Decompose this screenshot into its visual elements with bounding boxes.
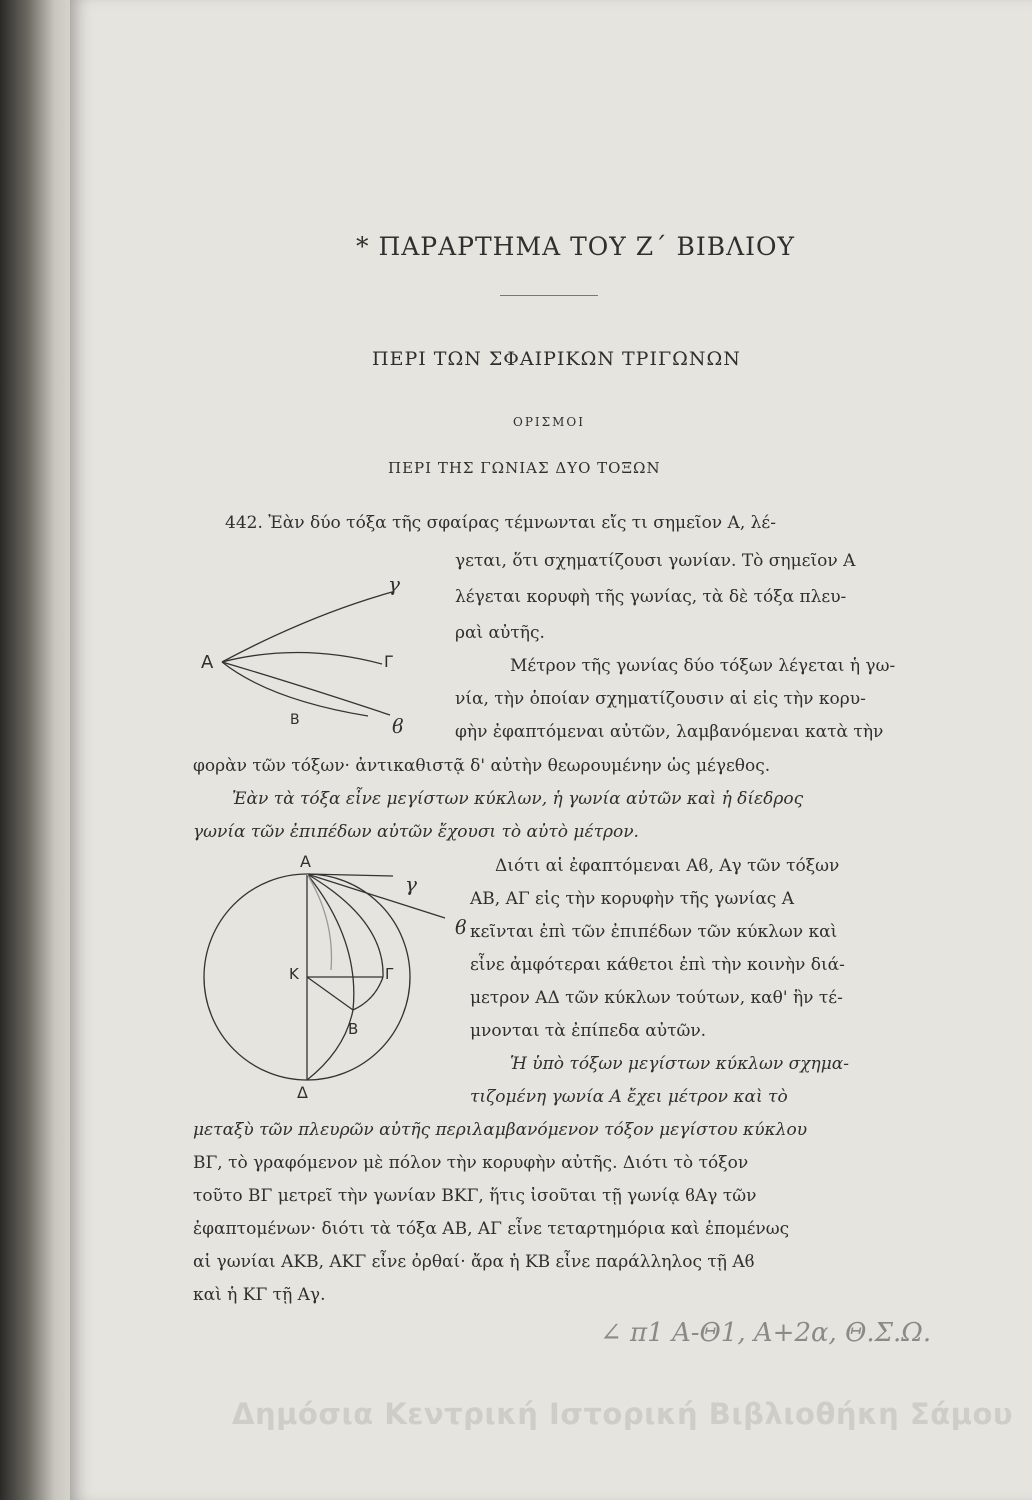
text-line: φὴν ἐφαπτόμεναι αὐτῶν, λαμβανόμεναι κατὰ τὴν bbox=[455, 722, 884, 742]
sphere-label-beta: ϐ bbox=[455, 915, 467, 939]
sphere-label-B: B bbox=[348, 1020, 359, 1038]
figure-angle-of-arcs bbox=[200, 580, 400, 740]
text-line: Μέτρον τῆς γωνίας δύο τόξων λέγεται ἡ γω- bbox=[510, 656, 896, 676]
text-line: τιζομένη γωνία Α ἔχει μέτρον καὶ τὸ bbox=[470, 1087, 788, 1107]
text-line: νία, τὴν ὁποίαν σχηματίζουσιν αἱ εἰς τὴν κορυ- bbox=[455, 689, 866, 709]
library-watermark: Δημόσια Κεντρική Ιστορική Βιβλιοθήκη Σάμου bbox=[232, 1397, 1013, 1431]
section-heading: ΟΡΙΣΜΟΙ bbox=[513, 415, 586, 429]
page-title: * ΠΑΡΑΡΤΗΜΑ ΤΟΥ Ζ΄ ΒΙΒΛΙΟΥ bbox=[356, 232, 796, 261]
text-line: κεῖνται ἐπὶ τῶν ἐπιπέδων τῶν κύκλων καὶ bbox=[470, 922, 838, 942]
text-line: γωνία τῶν ἐπιπέδων αὐτῶν ἔχουσι τὸ αὐτὸ μέτρον. bbox=[193, 822, 639, 842]
text-line: λέγεται κορυφὴ τῆς γωνίας, τὰ δὲ τόξα πλευ- bbox=[455, 587, 847, 607]
text-line: γεται, ὅτι σχηματίζουσι γωνίαν. Τὸ σημεῖον Α bbox=[455, 551, 856, 571]
sphere-label-Gamma: Γ bbox=[385, 965, 394, 983]
label-beta: ϐ bbox=[392, 714, 404, 738]
label-gamma: γ bbox=[388, 572, 400, 596]
text-line: μεταξὺ τῶν πλευρῶν αὐτῆς περιλαμβανόμενον τόξον μεγίστου κύκλου bbox=[193, 1120, 808, 1140]
text-line: ΒΓ, τὸ γραφόμενον μὲ πόλον τὴν κορυφὴν αὐτῆς. Διότι τὸ τόξον bbox=[193, 1153, 749, 1173]
book-spine bbox=[0, 0, 78, 1500]
subsection-heading: ΠΕΡΙ ΤΗΣ ΓΩΝΙΑΣ ΔΥΟ ΤΟΞΩΝ bbox=[388, 459, 661, 477]
text-line: Ἐὰν τὰ τόξα εἶνε μεγίστων κύκλων, ἡ γωνία αὐτῶν καὶ ἡ δίεδρος bbox=[232, 789, 804, 809]
book-page bbox=[70, 0, 1032, 1500]
chapter-subtitle: ΠΕΡΙ ΤΩΝ ΣΦΑΙΡΙΚΩΝ ΤΡΙΓΩΝΩΝ bbox=[372, 348, 741, 370]
text-line: καὶ ἡ ΚΓ τῇ Αγ. bbox=[193, 1285, 326, 1305]
sphere-label-Delta: Δ bbox=[297, 1083, 308, 1102]
sphere-label-gamma: γ bbox=[405, 872, 417, 896]
text-line: αἱ γωνίαι ΑΚΒ, ΑΚΓ εἶνε ὀρθαί· ἄρα ἡ ΚΒ εἶνε παράλληλος τῇ Αϐ bbox=[193, 1252, 755, 1272]
title-divider bbox=[500, 295, 598, 296]
text-line: ἐφαπτομένων· διότι τὰ τόξα ΑΒ, ΑΓ εἶνε τεταρτημόρια καὶ ἑπομένως bbox=[193, 1219, 790, 1239]
text-line: ΑΒ, ΑΓ εἰς τὴν κορυφὴν τῆς γωνίας Α bbox=[470, 889, 795, 909]
text-line: Ἡ ὑπὸ τόξων μεγίστων κύκλων σχημα- bbox=[510, 1054, 849, 1074]
text-line: μνονται τὰ ἐπίπεδα αὐτῶν. bbox=[470, 1021, 707, 1041]
text-line: τοῦτο ΒΓ μετρεῖ τὴν γωνίαν ΒΚΓ, ἥτις ἰσοῦται τῇ γωνίᾳ ϐΑγ τῶν bbox=[193, 1186, 757, 1206]
text-line: φορὰν τῶν τόξων· ἀντικαθιστᾷ δ' αὐτὴν θεωρουμένην ὡς μέγεθος. bbox=[193, 756, 771, 776]
text-line: μετρον ΑΔ τῶν κύκλων τούτων, καθ' ἣν τέ- bbox=[470, 988, 843, 1008]
sphere-label-K: K bbox=[289, 965, 299, 983]
label-Gamma: Γ bbox=[384, 652, 393, 671]
sphere-label-A: A bbox=[300, 852, 311, 871]
label-B: B bbox=[290, 712, 300, 728]
figure-sphere bbox=[195, 860, 465, 1100]
label-A: A bbox=[201, 652, 214, 673]
text-line: ραὶ αὐτῆς. bbox=[455, 623, 545, 643]
text-line: εἶνε ἀμφότεραι κάθετοι ἐπὶ τὴν κοινὴν διά- bbox=[470, 955, 845, 975]
handwritten-note: ∠ π1 A-Θ1, A+2α, Θ.Σ.Ω. bbox=[600, 1318, 932, 1348]
text-line: 442. Ἐὰν δύο τόξα τῆς σφαίρας τέμνωνται εἴς τι σημεῖον Α, λέ- bbox=[225, 513, 776, 533]
text-line: Διότι αἱ ἐφαπτόμεναι Αϐ, Αγ τῶν τόξων bbox=[495, 856, 840, 876]
